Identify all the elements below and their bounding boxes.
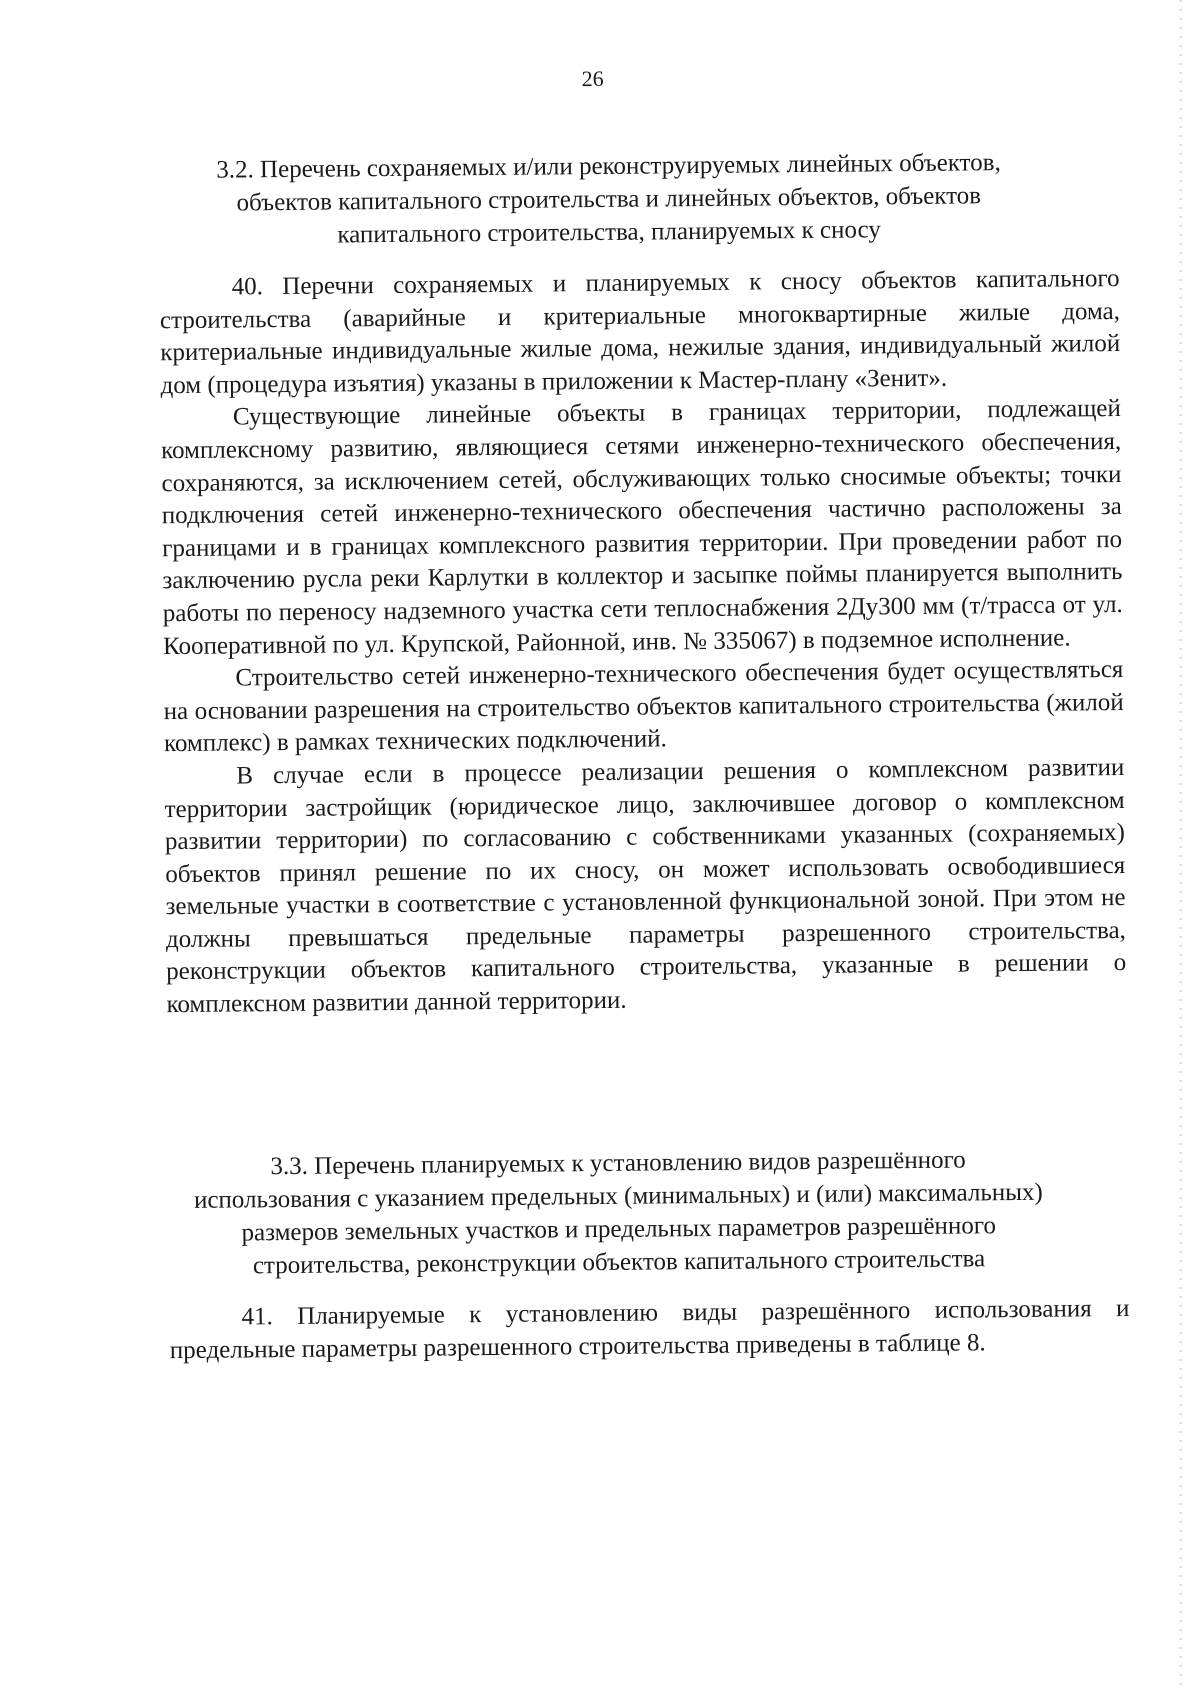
heading-line: использования с указанием предельных (минимальных) и (или) максимальных)	[193, 1178, 1043, 1214]
section-3-2-body	[160, 263, 1127, 1022]
heading-line: капитального строительства, планируемых к сносу	[337, 216, 881, 249]
page-number: 26	[581, 65, 604, 92]
section-3-3-body	[169, 1293, 1130, 1367]
heading-line: размеров земельных участков и предельных параметров разрешённого	[241, 1212, 997, 1247]
section-3-3-heading	[143, 1142, 1094, 1283]
paragraph-construction-networks: Строительство сетей инженерно-технического обеспечения будет осуществляться на основании разрешения на строительство объектов капитального строительства (жилой комплекс) в рамках технических подключений.	[163, 656, 1124, 758]
heading-line: 3.2. Перечень сохраняемых и/или реконструируемых линейных объектов,	[216, 149, 1001, 184]
section-3-2-heading	[133, 145, 1084, 253]
paragraph-demolition-case: В случае если в процессе реализации решения о комплексном развитии территории застройщик (юридическое лицо, заключившее договор о комплексном развитии территории) по согласованию с собственниками указанных (сохраняемых) объектов принял решение по их сносу, он может использовать освободившиеся земельные участки в соответствие с установленной функциональной зоной. При этом не должны превышаться предельные параметры разрешенного строительства, реконструкции объектов капитального строительства, указанные в решении о комплексном развитии данной территории.	[164, 753, 1127, 1019]
paragraph-40: 40. Перечни сохраняемых и планируемых к сносу объектов капитального строительства (аварийные и критериальные многоквартирные жилые дома, критериальные индивидуальные жилые дома, нежилые здания, индивидуальный жилой дом (процедура изъятия) указаны в приложении к Мастер-плану «Зенит».	[159, 264, 1121, 399]
heading-line: строительства, реконструкции объектов капитального строительства	[252, 1245, 986, 1280]
paragraph-linear-objects: Существующие линейные объекты в границах территории, подлежащей комплексному развитию, являющиеся сетями инженерно-технического обеспечения, сохраняются, за исключением сетей, обслуживающих только сносимые объекты; точки подключения сетей инженерно-технического обеспечения частично расположены за границами и в границах комплексного развития территории. При проведении работ по заключению русла реки Карлутки в коллектор и засыпке поймы планируется выполнить работы по переносу надземного участка сети теплоснабжения 2Ду300 мм (т/трасса от ул. Кооперативной по ул. Крупской, Районной, инв. № 335067) в подземное исполнение.	[161, 395, 1123, 660]
heading-line: 3.3. Перечень планируемых к установлению видов разрешённого	[270, 1146, 966, 1181]
scan-edge-marks	[1179, 0, 1182, 1686]
heading-line: объектов капитального строительства и линейных объектов, объектов	[236, 182, 982, 217]
paragraph-41: 41. Планируемые к установлению виды разрешённого использования и предельные параметры разрешенного строительства приведены в таблице 8.	[169, 1294, 1130, 1364]
